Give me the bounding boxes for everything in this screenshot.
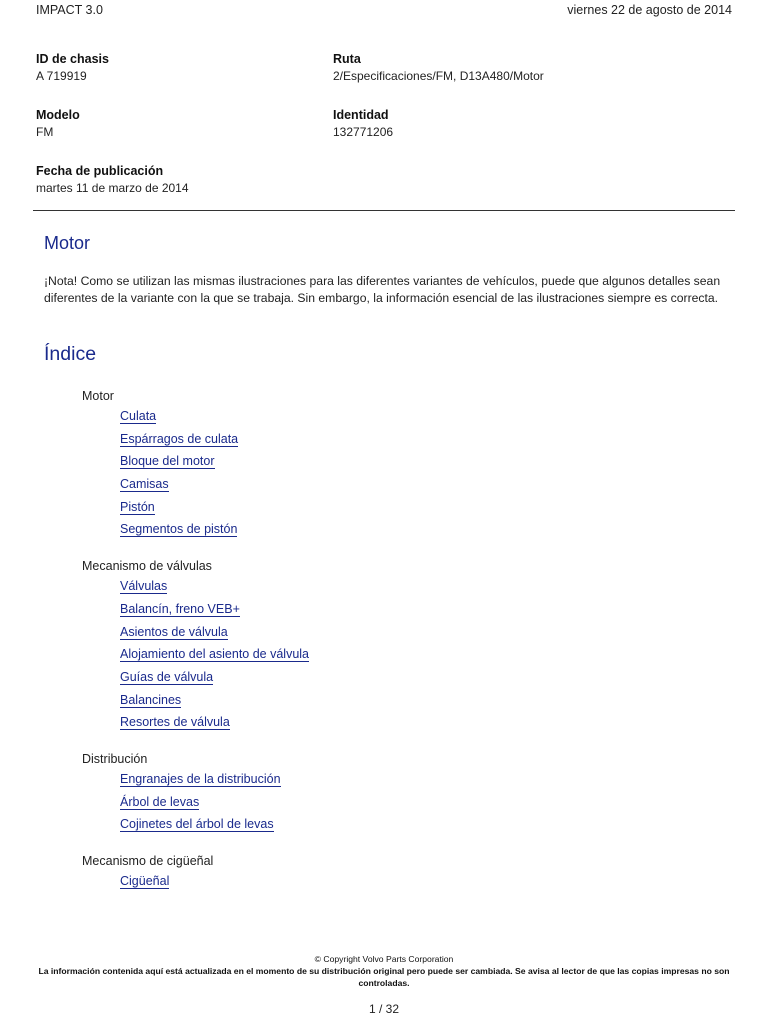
publication-date-value: martes 11 de marzo de 2014 [36,181,189,195]
index-title: Índice [44,343,97,365]
toc-list-item [120,794,682,817]
toc-list-item [120,714,682,737]
toc-section-spacer [82,737,682,751]
toc-link[interactable]: Asientos de válvula [120,624,228,639]
toc-link[interactable]: Cigüeñal [120,874,170,888]
toc-list-item [120,601,682,624]
toc-section [82,558,682,751]
toc-link[interactable]: Culata [120,409,157,423]
toc-link[interactable]: Árbol de levas [120,794,200,809]
disclaimer-text: La información contenida aquí está actualizada en el momento de su distribución original pero puede ser cambiada. Se avisa al lector de que las copias impresas no son controladas. [38,966,730,988]
toc-link[interactable]: Camisas [120,477,169,492]
toc-list-item [120,499,682,522]
toc-link-list [82,873,682,896]
toc-link-list [82,771,682,839]
toc-link[interactable]: Alojamiento del asiento de válvula [120,647,310,662]
toc-list-item [120,408,682,431]
toc-section-heading: Mecanismo de válvulas [82,559,212,574]
print-date: viernes 22 de agosto de 2014 [567,3,732,17]
toc-section-heading: Motor [82,389,114,403]
page-number: 1 / 32 [368,1002,400,1016]
toc-link[interactable]: Válvulas [120,579,168,594]
model-block [36,108,80,139]
identity-value: 132771206 [333,125,394,139]
footer [36,953,732,989]
route-block [333,52,544,83]
toc-list-item [120,431,682,454]
toc-link[interactable]: Pistón [120,499,155,514]
toc-list-item [120,521,682,544]
model-value: FM [36,125,54,139]
toc-list-item [120,453,682,476]
toc-link[interactable]: Resortes de válvula [120,715,230,730]
toc-section [82,751,682,853]
toc-section-heading: Distribución [82,751,148,766]
header-divider [33,210,735,211]
toc-list-item [120,816,682,839]
toc-section [82,388,682,558]
toc-section-spacer [82,544,682,558]
toc-list-item [120,624,682,647]
route-label: Ruta [333,52,361,66]
toc-section-heading: Mecanismo de cigüeñal [82,854,214,868]
model-label: Modelo [36,108,80,122]
toc-list-item [120,692,682,715]
table-of-contents [82,388,682,896]
toc-link[interactable]: Balancín, freno VEB+ [120,601,240,616]
publication-date-label: Fecha de publicación [36,164,164,178]
toc-link[interactable]: Balancines [120,692,182,707]
route-value: 2/Especificaciones/FM, D13A480/Motor [333,69,544,83]
toc-list-item [120,669,682,692]
toc-list-item [120,771,682,794]
toc-list-item [120,476,682,499]
publication-date-block [36,164,189,195]
toc-link[interactable]: Cojinetes del árbol de levas [120,817,274,832]
toc-link[interactable]: Segmentos de pistón [120,522,238,537]
identity-block [333,108,393,139]
app-title: IMPACT 3.0 [36,3,103,17]
chassis-id-value: A 719919 [36,69,87,83]
chassis-id-block [36,52,109,83]
page-title: Motor [44,233,91,253]
note-paragraph: ¡Nota! Como se utilizan las mismas ilustraciones para las diferentes variantes de vehículos, puede que algunos detalles sean diferentes de la variante con la que se trabaja. Sin embargo, la información esencial de las ilustraciones siempre es correcta. [44,274,721,306]
toc-link-list [82,408,682,544]
toc-link[interactable]: Engranajes de la distribución [120,771,281,786]
identity-label: Identidad [333,108,389,122]
top-bar [36,3,732,19]
copyright-text: © Copyright Volvo Parts Corporation [314,954,454,964]
toc-list-item [120,873,682,896]
toc-link-list [82,578,682,737]
toc-list-item [120,578,682,601]
chassis-id-label: ID de chasis [36,52,109,66]
toc-list-item [120,646,682,669]
toc-section [82,853,682,896]
toc-link[interactable]: Bloque del motor [120,454,215,469]
toc-link[interactable]: Guías de válvula [120,669,214,684]
toc-link[interactable]: Espárragos de culata [120,431,239,446]
toc-section-spacer [82,839,682,853]
